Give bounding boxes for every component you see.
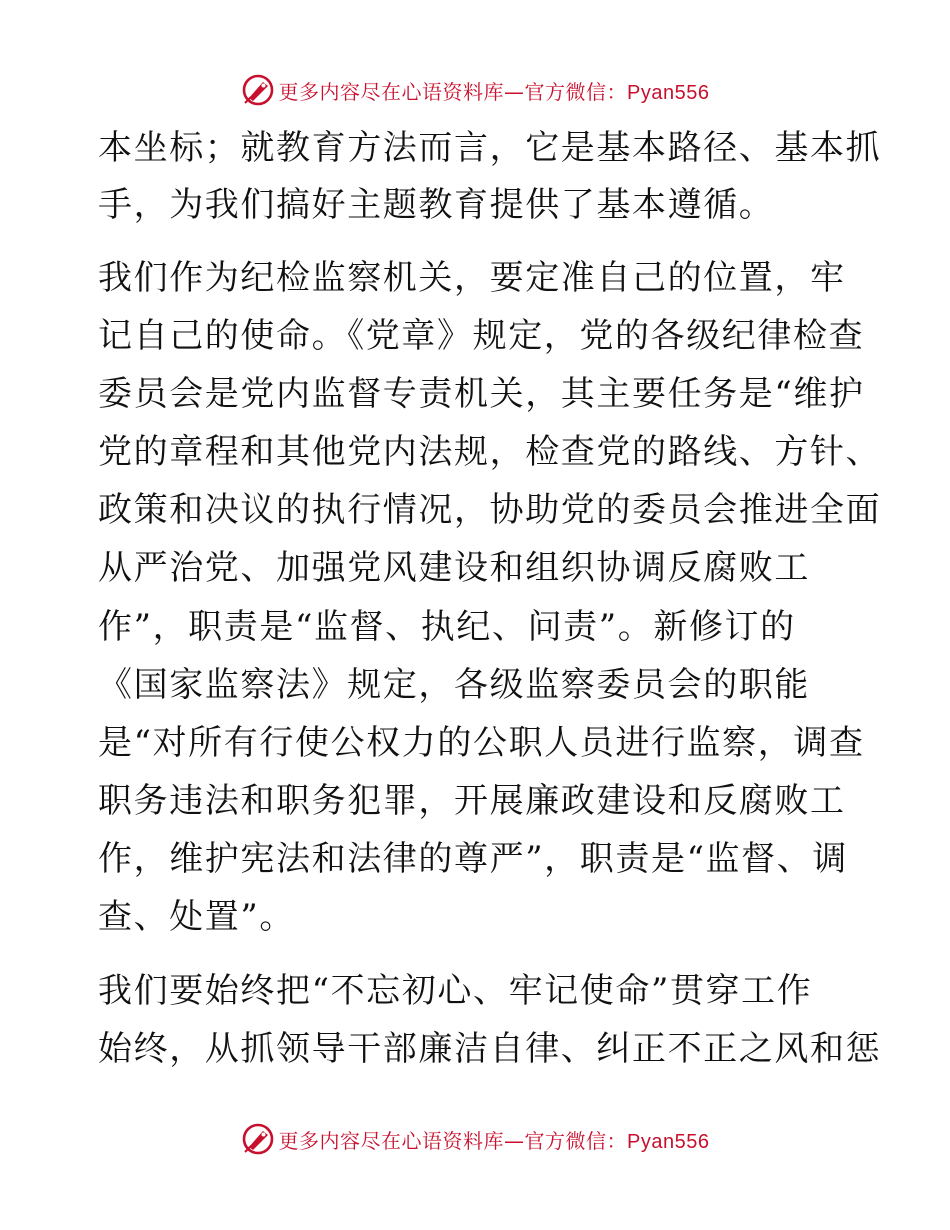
text-line: 政策和决议的执行情况，协助党的委员会推进全面 [98, 490, 882, 530]
banner-main-text: 更多内容尽在心语资料库 [278, 79, 505, 104]
banner-wechat-label: 官方微信： [524, 79, 628, 104]
footer-banner [0, 1119, 950, 1159]
banner-separator: — [504, 79, 525, 104]
text-line: 委员会是党内监督专责机关，其主要任务是“维护 [98, 374, 865, 414]
banner-text [279, 1125, 710, 1154]
text-line: 作”，职责是“监督、执纪、问责”。新修订的 [98, 607, 796, 647]
text-line: 从严治党、加强党风建设和组织协调反腐败工 [98, 548, 810, 588]
text-line: 手，为我们搞好主题教育提供了基本遵循。 [98, 185, 775, 225]
banner-wechat-id: Pyan556 [627, 1130, 710, 1153]
pen-nib-logo-icon [241, 73, 275, 107]
text-line: 是“对所有行使公权力的公职人员进行监察，调查 [98, 723, 865, 763]
banner-main-text: 更多内容尽在心语资料库 [278, 1128, 505, 1153]
paragraph-start-line: 我们作为纪检监察机关，要定准自己的位置，牢 [98, 258, 846, 298]
text-line: 职务违法和职务犯罪，开展廉政建设和反腐败工 [98, 781, 846, 821]
banner-text [279, 76, 710, 105]
text-line: 查、处置”。 [98, 897, 295, 937]
text-line: 始终，从抓领导干部廉洁自律、纠正不正之风和惩 [98, 1029, 882, 1069]
header-banner [0, 70, 950, 110]
text-line: 本坐标；就教育方法而言，它是基本路径、基本抓 [98, 128, 882, 168]
text-line: 《国家监察法》规定，各级监察委员会的职能 [98, 665, 810, 705]
banner-wechat-id: Pyan556 [627, 81, 710, 104]
banner-wechat-label: 官方微信： [524, 1128, 628, 1153]
banner-separator: — [504, 1128, 525, 1153]
text-line: 作，维护宪法和法律的尊严”，职责是“监督、调 [98, 839, 848, 879]
text-line: 记自己的使命。《党章》规定，党的各级纪律检查 [98, 316, 865, 356]
text-line: 党的章程和其他党内法规，检查党的路线、方针、 [98, 432, 882, 472]
paragraph-start-line: 我们要始终把“不忘初心、牢记使命”贯穿工作 [98, 971, 813, 1011]
pen-nib-logo-icon [241, 1122, 275, 1156]
